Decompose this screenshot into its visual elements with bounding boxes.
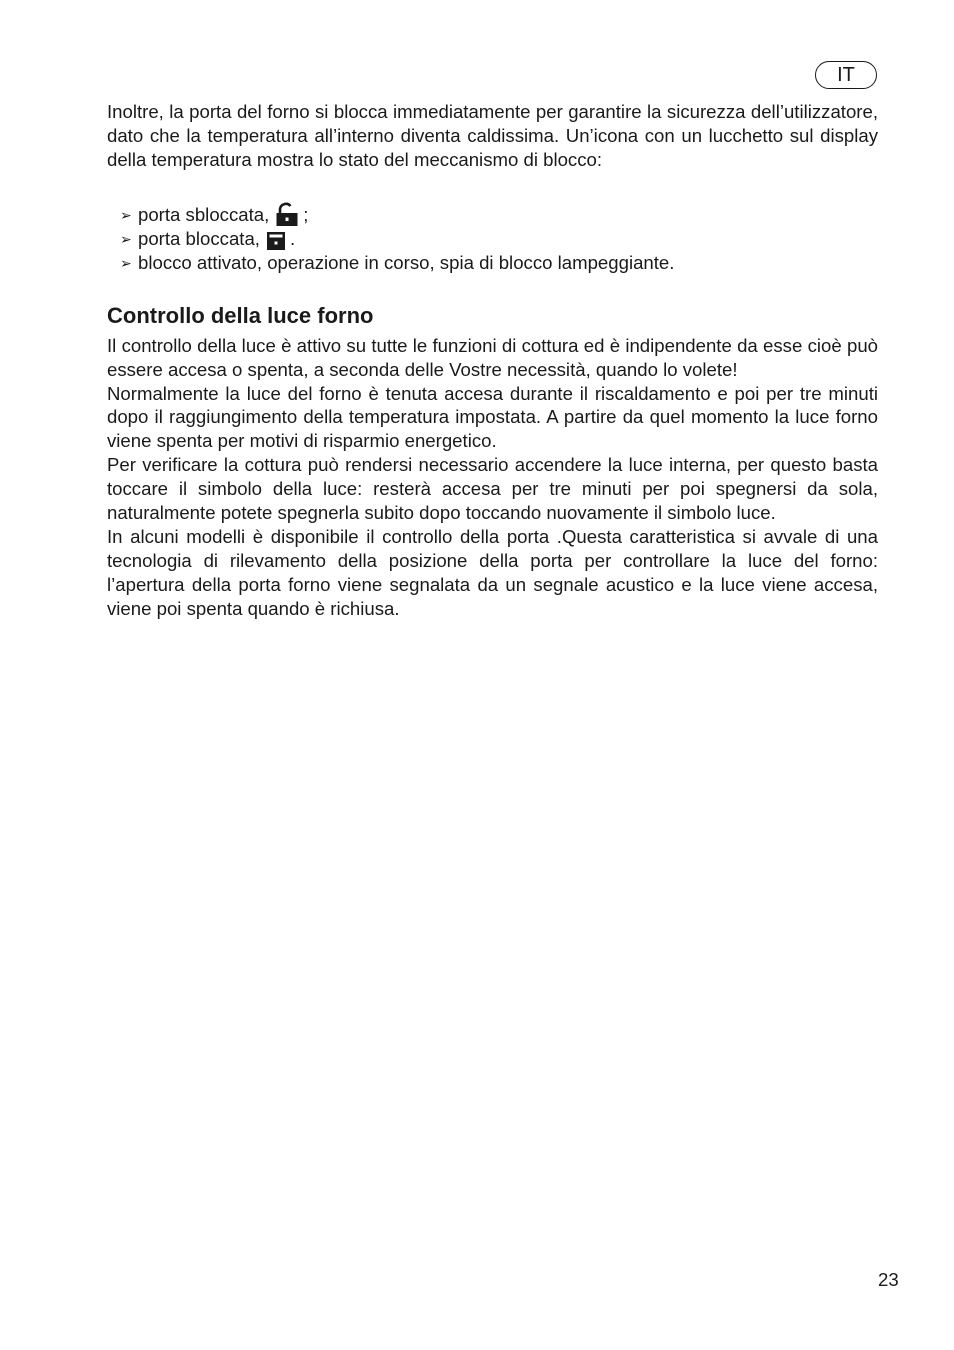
page-number: 23 [878, 1269, 899, 1290]
unlocked-padlock-icon [275, 202, 299, 227]
arrow-bullet-icon: ➢ [120, 230, 132, 247]
section-paragraph: In alcuni modelli è disponibile il controllo della porta .Questa caratteristica si avvale di una tecnologia di rilevamento della posizione della porta per controllare la luce del forno: l’apertura della porta forno viene segnalata da un segnale acustico e la luce viene accesa, viene poi spenta quando è richiusa. [107, 525, 878, 619]
section-paragraph: Il controllo della luce è attivo su tutte le funzioni di cottura ed è indipendente da esse cioè può essere accesa o spenta, a seconda delle Vostre necessità, quando lo volete! [107, 334, 878, 380]
list-item-suffix: . [289, 227, 296, 249]
list-item-text: blocco attivato, operazione in corso, spia di blocco lampeggiante. [138, 251, 675, 273]
lock-status-list [107, 198, 878, 275]
list-item [120, 198, 878, 227]
page-content [107, 100, 878, 621]
section-title: Controllo della luce forno [107, 302, 374, 328]
list-item-suffix: ; [303, 203, 309, 225]
intro-paragraph: Inoltre, la porta del forno si blocca immediatamente per garantire la sicurezza dell’utilizzatore, dato che la temperatura all’interno diventa caldissima. Un’icona con un lucchetto sul display della temperatura mostra lo stato del meccanismo di blocco: [107, 101, 878, 170]
list-item-text: porta sbloccata, [138, 203, 270, 225]
section-paragraph: Per verificare la cottura può rendersi necessario accendere la luce interna, per questo basta toccare il simbolo della luce: resterà accesa per tre minuti per poi spegnersi da sola, naturalmente potete spegnerla subito dopo toccando nuovamente il simbolo luce. [107, 454, 878, 524]
arrow-bullet-icon: ➢ [120, 254, 132, 271]
language-badge: IT [815, 61, 877, 89]
section-paragraph: Normalmente la luce del forno è tenuta accesa durante il riscaldamento e poi per tre minuti dopo il raggiungimento della temperatura impostata. A partire da quel momento la luce forno viene spenta per motivi di risparmio energetico. [107, 382, 878, 452]
list-item-text: porta bloccata, [138, 227, 260, 249]
list-item [120, 251, 878, 275]
locked-padlock-icon [266, 231, 286, 251]
list-item [120, 227, 878, 251]
arrow-bullet-icon: ➢ [120, 206, 132, 223]
